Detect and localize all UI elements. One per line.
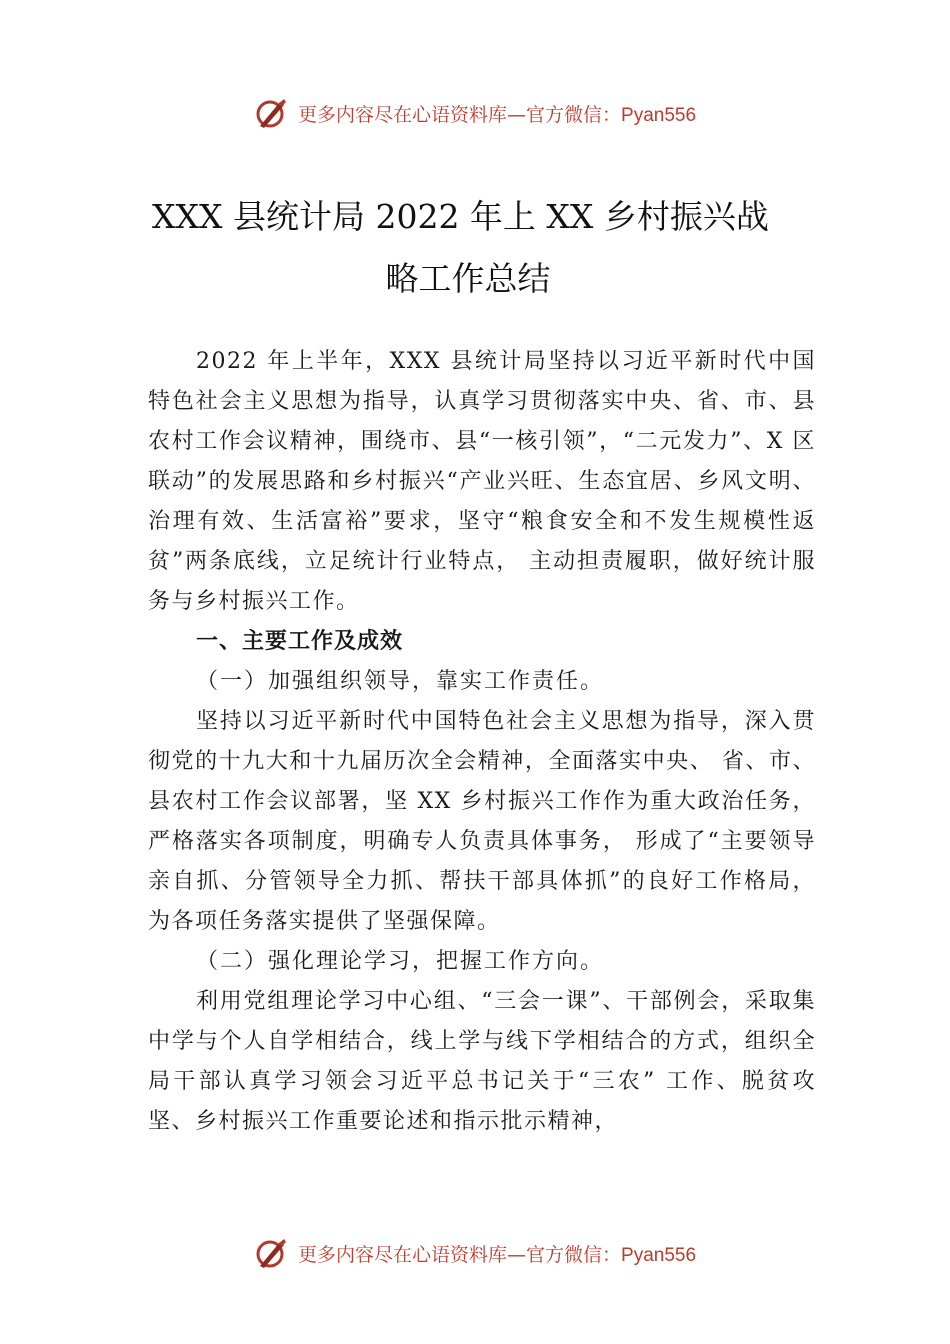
watermark-wechat-id: Pyan556: [621, 1244, 697, 1266]
subsection-heading-2: （二）强化理论学习，把握工作方向。: [196, 949, 605, 974]
intro-paragraph: 2022 年上半年，XXX 县统计局坚持以习近平新时代中国特色社会主义思想为指导，认真学习贯彻落实中央、省、市、县农村工作会议精神，围绕市、县“一核引领”，“二元发力”、X 区联动”的发展思路和乡村振兴“产业兴旺、生态宜居、乡风文明、治理有效、生活富裕”要求，坚守“粮食安全和不发生规模性返贫”两条底线，立足统计行业特点， 主动担责履职，做好统计服务与乡村振兴工作。: [148, 349, 816, 614]
footer-watermark: [0, 1236, 950, 1270]
watermark-text: 更多内容尽在心语资料库—官方微信：: [298, 103, 622, 126]
watermark-wechat-id: Pyan556: [621, 104, 697, 126]
title-line-1: XXX 县统计局 2022 年上 XX 乡村振兴战: [152, 197, 769, 236]
document-body: [148, 342, 816, 1142]
subsection-heading-1: （一）加强组织领导，靠实工作责任。: [196, 669, 605, 694]
section-heading: 一、主要工作及成效: [196, 629, 404, 654]
subsection-paragraph-1: 坚持以习近平新时代中国特色社会主义思想为指导，深入贯彻党的十九大和十九届历次全会精神，全面落实中央、 省、市、县农村工作会议部署，坚 XX 乡村振兴工作作为重大政治任务，严格落实各项制度，明确专人负责具体事务， 形成了“主要领导亲自抓、分管领导全力抓、帮扶干部具体抓”的良好工作格局，为各项任务落实提供了坚强保障。: [148, 709, 816, 934]
watermark-text: 更多内容尽在心语资料库—官方微信：: [298, 1243, 622, 1266]
pen-logo-icon: [254, 1236, 288, 1270]
subsection-paragraph-2: 利用党组理论学习中心组、“三会一课”、干部例会，采取集中学与个人自学相结合，线上学与线下学相结合的方式，组织全局干部认真学习领会习近平总书记关于“三农” 工作、脱贫攻坚、乡村振兴工作重要论述和指示批示精神，: [148, 989, 816, 1134]
header-watermark: [0, 96, 950, 130]
document-title: [148, 186, 808, 310]
pen-logo-icon: [254, 96, 288, 130]
title-line-2: 略工作总结: [385, 259, 551, 298]
